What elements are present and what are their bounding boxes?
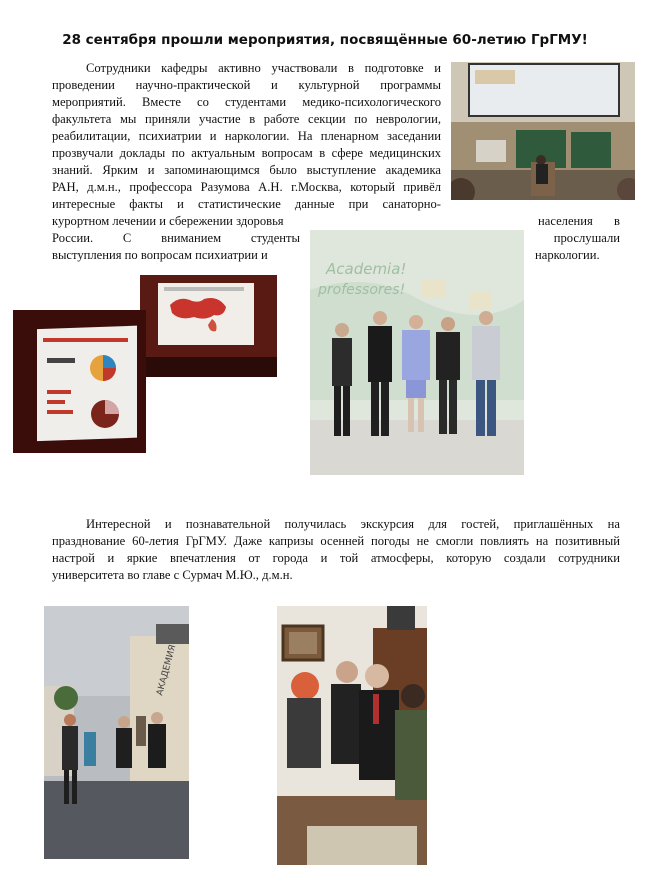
students-group-photo bbox=[310, 230, 524, 475]
text-line: проведении научно-практической и культурной программы bbox=[52, 78, 441, 92]
text-line: Интересной и познавательной получилась экскурсия для гостей, приглашённых на bbox=[86, 517, 620, 531]
storefront-sign: АКАДЕМИЯ bbox=[155, 643, 179, 697]
presentation-slide-photo bbox=[13, 310, 146, 453]
text-line: прозвучали доклады по актуальным вопросам в сфере медицинских bbox=[52, 146, 441, 160]
text-line: празднование 60-летия ГрГМУ. Даже капризы осенней погоды не смогли повлиять на позитивный bbox=[52, 534, 620, 548]
text-line: факультета мы приняли участие в работе секции по неврологии, bbox=[52, 112, 441, 126]
lecture-hall-photo bbox=[451, 62, 635, 200]
text-line-left: России. С вниманием студенты bbox=[52, 231, 300, 245]
wall-text: professores! bbox=[318, 282, 406, 298]
text-line-left: курортном лечении и сбережении здоровья bbox=[52, 214, 284, 228]
text-line-right: прослушали bbox=[553, 231, 620, 245]
text-line: знаний. Ярким и запоминающимся было выступление академика bbox=[52, 163, 441, 177]
text-line: настрой и яркие впечатления от города и той атмосферы, которую создали сотрудники bbox=[52, 551, 620, 565]
presentation-map-photo bbox=[140, 275, 277, 377]
text-line: интересные факты и статистические данные при санаторно- bbox=[52, 197, 441, 211]
excursion-paragraph bbox=[52, 516, 620, 584]
text-line-right: наркологии. bbox=[535, 248, 600, 262]
page-title: 28 сентября прошли мероприятия, посвящённые 60-летию ГрГМУ! bbox=[62, 32, 588, 48]
text-line: университета во главе с Сурмач М.Ю., д.м.н. bbox=[52, 568, 293, 582]
text-line: РАН, д.м.н., профессора Разумова А.Н. г.Москва, который привёл bbox=[52, 180, 441, 194]
museum-visit-photo bbox=[277, 606, 427, 865]
text-line-right: населения в bbox=[538, 214, 620, 228]
text-line: Сотрудники кафедры активно участвовали в подготовке и bbox=[86, 61, 441, 75]
text-line-left: выступления по вопросам психиатрии и bbox=[52, 248, 268, 262]
street-excursion-photo bbox=[44, 606, 189, 859]
wall-text: Academia! bbox=[326, 260, 407, 278]
text-line: реабилитации, психиатрии и наркологии. На пленарном заседании bbox=[52, 129, 441, 143]
intro-paragraph bbox=[52, 60, 441, 213]
text-line: мероприятий. Вместе со студентами медико-психологического bbox=[52, 95, 441, 109]
